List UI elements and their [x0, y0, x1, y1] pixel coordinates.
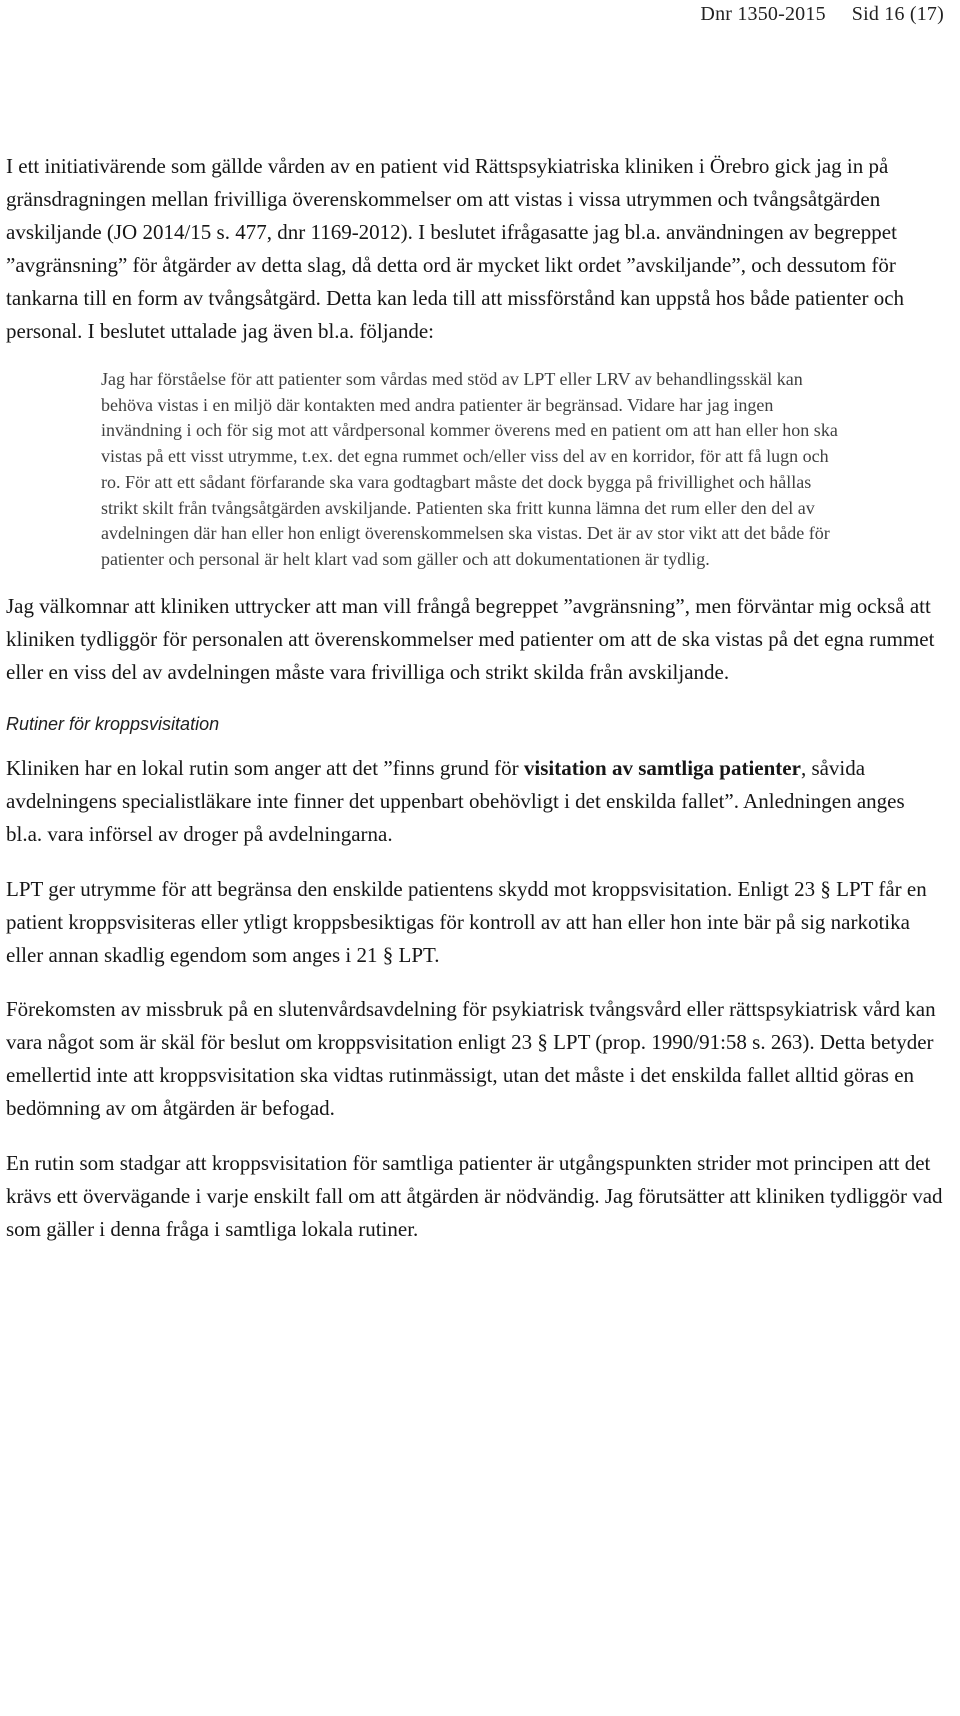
page-header: [700, 3, 944, 26]
document-body: [6, 150, 946, 1246]
page-number: Sid 16 (17): [851, 3, 944, 25]
paragraph-welcome: Jag välkomnar att kliniken uttrycker att man vill frångå begreppet ”avgränsning”, men förväntar mig också att kliniken tydliggör för personalen att överenskommelser med patienter om att de ska vistas på det egna rummet eller en viss del av avdelningen måste vara frivilliga och strikt skilda från avskiljande.: [6, 593, 935, 684]
paragraph-conclusion: En rutin som stadgar att kroppsvisitation för samtliga patienter är utgångspunkten strider mot principen att det krävs ett övervägande i varje enskilt fall om att åtgärden är nödvändig. Jag förutsätter att kliniken tydliggör vad som gäller i denna fråga i samtliga lokala rutiner.: [6, 1150, 943, 1241]
routine-text-start: Kliniken har en lokal rutin som anger att det ”finns grund för: [6, 755, 524, 780]
paragraph-initiative-case: I ett initiativärende som gällde vården av en patient vid Rättspsykiatriska kliniken i Örebro gick jag in på gränsdragningen mellan frivilliga överenskommelser om att vistas i vissa utrymmen och tvångsåtgärden avskiljande (JO 2014/15 s. 477, dnr 1169-2012). I beslutet ifrågasatte jag bl.a. användningen av begreppet ”avgränsning” för åtgärder av detta slag, då detta ord är mycket likt ordet ”avskiljande”, och dessutom för tankarna till en form av tvångsåtgärd. Detta kan leda till att missförstånd kan uppstå hos både patienter och personal. I beslutet uttalade jag även bl.a. följande:: [6, 154, 905, 343]
paragraph-substance-abuse: Förekomsten av missbruk på en slutenvårdsavdelning för psykiatrisk tvångsvård eller rättspsykiatrisk vård kan vara något som är skäl för beslut om kroppsvisitation enligt 23 § LPT (prop. 1990/91:58 s. 263). Detta betyder emellertid inte att kroppsvisitation ska vidtas rutinmässigt, utan det måste i det enskilda fallet alltid göras en bedömning av om åtgärden är befogad.: [6, 996, 936, 1120]
block-quote: Jag har förståelse för att patienter som vårdas med stöd av LPT eller LRV av behandlingsskäl kan behöva vistas i en miljö där kontakten med andra patienter är begränsad. Vidare har jag ingen invändning i och för sig mot att vårdpersonal kommer överens med en patient om att han eller hon ska vistas på ett visst utrymme, t.ex. det egna rummet och/eller viss del av en korridor, för att få lugn och ro. För att ett sådant förfarande ska vara godtagbart måste det dock bygga på frivillighet och hållas strikt skilt från tvångsåtgärden avskiljande. Patienten ska fritt kunna lämna det rum eller den del av avdelningen där han eller hon enligt överenskommelsen ska vistas. Det är av stor vikt att det både för patienter och personal är helt klart vad som gäller och att dokumentationen är tydlig.: [101, 369, 838, 569]
paragraph-local-routine: [6, 752, 946, 851]
paragraph-lpt-scope: LPT ger utrymme för att begränsa den enskilde patientens skydd mot kroppsvisitation. Enligt 23 § LPT får en patient kroppsvisiteras eller ytligt kroppsbesiktigas för kontroll av att han eller hon inte bär på sig narkotika eller annan skadlig egendom som anges i 21 § LPT.: [6, 876, 927, 967]
routine-text-end: , såvida avdelningens specialistläkare inte finner det uppenbart obehövligt i det enskilda fallet”. Anledningen anges bl.a. vara införsel av droger på avdelningarna.: [6, 755, 905, 846]
document-number: Dnr 1350-2015: [700, 3, 826, 25]
routine-text-bold: visitation av samtliga patienter: [523, 755, 801, 780]
section-heading-body-search-routines: Rutiner för kroppsvisitation: [6, 713, 220, 734]
